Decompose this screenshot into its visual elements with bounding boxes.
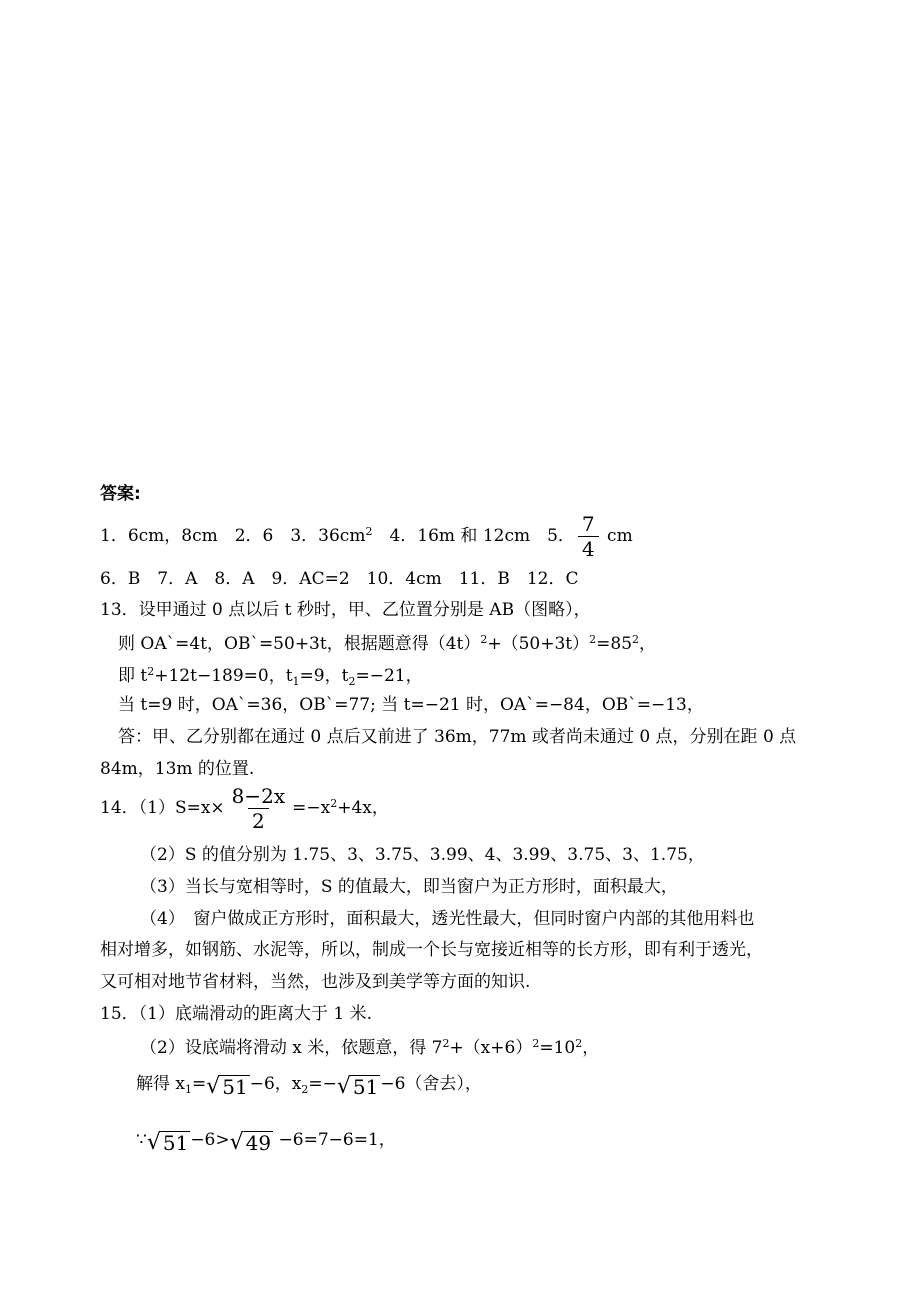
q15-line-3: 解得 $x_1=$ √ 51 −6，$x_2=-$ √ 51 −6（舍去）， xyxy=(136,1074,482,1099)
answers-heading: 答案: xyxy=(100,484,141,504)
q14-line-4: （4） 窗户做成正方形时，面积最大，透光性最大，但同时窗户内部的其他用料也 xyxy=(140,909,755,929)
q13-line-4: 当 t=9 时，OA`=36，OB`=77; 当 t=−21 时，OA`=−84，OB`=−13， xyxy=(118,695,704,715)
q13-line-2: 则 OA`=4t，OB`=50+3t，根据题意得$(4t)^2+(50+3t)^2=85^2$， xyxy=(118,633,657,654)
q13-line-5: 答：甲、乙分别都在通过 0 点后又前进了 36m，77m 或者尚未通过 0 点，分别在距 0 点 xyxy=(118,727,797,747)
q14-line-5: 相对增多，如钢筋、水泥等，所以，制成一个长与宽接近相等的长方形，即有利于透光， xyxy=(100,940,763,960)
answers-1-5: 1．6cm，8cm 2．6 3．$36cm^2$ 4．16m 和 12cm 5． $\frac{7}{4}$ cm xyxy=(100,512,633,561)
answers-6-12: 6．B 7．A 8．A 9．AC=2 10．4cm 11．B 12．C xyxy=(100,569,579,589)
fraction-seven-fourths: $\frac{7}{4}$ xyxy=(578,514,599,559)
q13-line-3: 即 $t^2+12t-189=0$，$t_1=9$，$t_2=-21$， xyxy=(118,665,423,688)
q13-line-1: 13．设甲通过 0 点以后 t 秒时，甲、乙位置分别是 AB（图略）， xyxy=(100,600,591,620)
q14-line-3: （3）当长与宽相等时，S 的值最大，即当窗户为正方形时，面积最大， xyxy=(140,877,678,897)
sqrt-51: √ 51 xyxy=(206,1074,248,1099)
q15-line-4: ∵ √ 51 −6> √ 49 −6=7−6=1， xyxy=(136,1130,396,1155)
fraction-8-minus-2x-over-2: $\frac{8-2x}{2}$ xyxy=(231,784,286,833)
q15-line-1: 15．（1）底端滑动的距离大于 1 米. xyxy=(100,1004,372,1024)
q14-line-2: （2）S 的值分别为 1.75、3、3.75、3.99、4、3.99、3.75、3、1.75， xyxy=(140,845,705,865)
q14-line-1: 14．（1）S=x× $\frac{8-2x}{2}$ $=-x^2+4x$， xyxy=(100,784,389,833)
sqrt-51: √ 51 xyxy=(146,1130,189,1155)
sqrt-49: √ 49 xyxy=(229,1130,272,1155)
q14-line-6: 又可相对地节省材料，当然，也涉及到美学等方面的知识. xyxy=(100,972,531,992)
q13-line-6: 84m，13m 的位置. xyxy=(100,759,255,779)
sqrt-51: √ 51 xyxy=(336,1074,379,1099)
q15-line-2: （2）设底端将滑动 x 米，依题意，得 $7^2+(x+6)^2=10^2$， xyxy=(140,1037,600,1058)
